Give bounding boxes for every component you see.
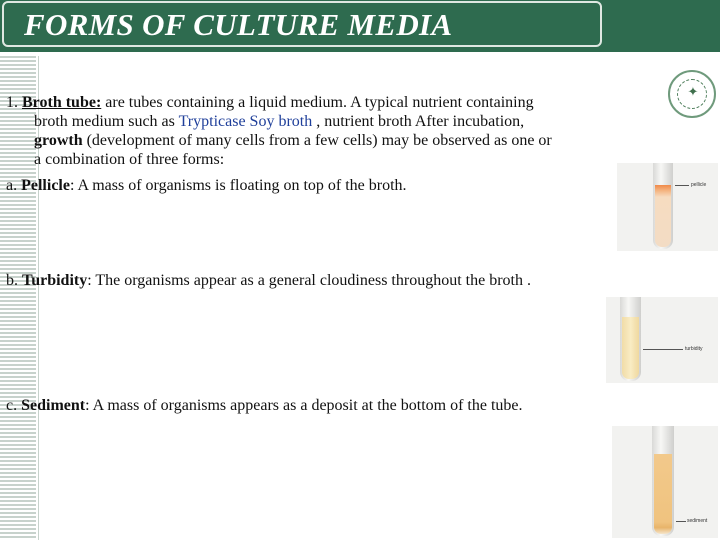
sediment-term: Sediment — [21, 397, 86, 414]
test-tube — [620, 297, 641, 381]
left-stripe-decoration — [0, 56, 36, 540]
trypticase-soy-broth-text: Trypticase Soy broth — [178, 113, 313, 130]
broth-tube-term: Broth tube: — [22, 94, 102, 111]
pellicle-item: a. Pellicle: A mass of organisms is floating on top of the broth. — [6, 177, 407, 194]
pellicle-tube-photo — [617, 163, 718, 251]
pellicle-label: pellicle — [691, 182, 707, 188]
test-tube — [653, 163, 673, 249]
growth-term: growth — [34, 132, 83, 149]
paragraph-1-line-1: 1. Broth tube: are tubes containing a liquid medium. A typical nutrient containing — [6, 94, 534, 111]
sediment-label: sediment — [687, 518, 708, 524]
turbidity-item: b. Turbidity: The organisms appear as a general cloudiness throughout the broth . — [6, 272, 531, 289]
pellicle-term: Pellicle — [21, 177, 70, 194]
turbidity-term: Turbidity — [22, 272, 88, 289]
paragraph-1-line-2: broth medium such as Trypticase Soy broth , nutrient broth After incubation, — [34, 113, 525, 130]
title-box — [2, 1, 602, 47]
sediment-tube-photo — [612, 426, 718, 538]
turbidity-tube-photo — [606, 297, 718, 383]
test-tube — [652, 426, 674, 536]
paragraph-1-line-3: growth (development of many cells from a few cells) may be observed as one or — [34, 132, 552, 149]
sediment-item: c. Sediment: A mass of organisms appears as a deposit at the bottom of the tube. — [6, 397, 523, 414]
paragraph-1-line-4: a combination of three forms: — [34, 151, 225, 168]
turbidity-label: turbidity — [685, 346, 703, 352]
page-title: FORMS OF CULTURE MEDIA — [24, 7, 453, 42]
university-seal-icon: ✦ — [668, 70, 716, 118]
